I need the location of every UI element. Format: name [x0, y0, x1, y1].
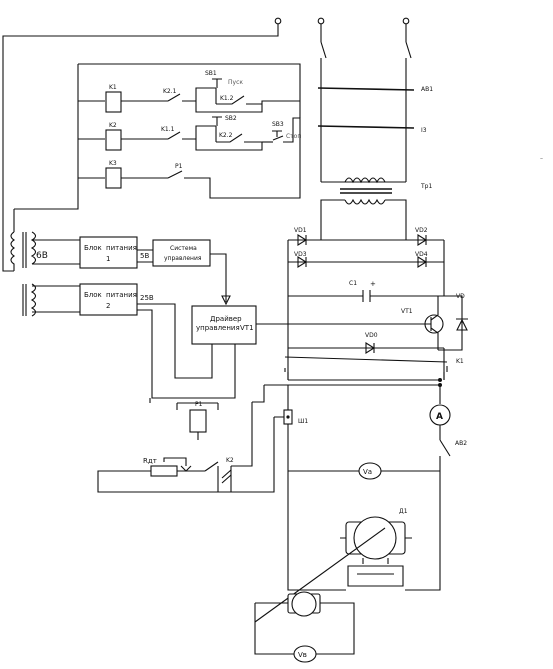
svg-text:+: +: [370, 280, 376, 288]
svg-text:управления: управления: [196, 324, 240, 332]
svg-text:K2: K2: [109, 122, 117, 129]
svg-text:K1: K1: [109, 84, 117, 91]
svg-text:2: 2: [106, 302, 111, 310]
svg-text:K1.2: K1.2: [220, 95, 234, 102]
svg-text:AB2: AB2: [455, 440, 468, 447]
svg-text:C1: C1: [349, 280, 358, 287]
svg-text:Д1: Д1: [399, 508, 408, 515]
voltmeter-va: [288, 463, 440, 479]
svg-text:Vа: Vа: [363, 468, 373, 476]
svg-text:SB3: SB3: [272, 121, 284, 128]
svg-text:K2.2: K2.2: [219, 132, 233, 139]
svg-text:SB1: SB1: [205, 70, 217, 77]
ammeter: [430, 405, 450, 425]
svg-text:питания: питания: [106, 291, 137, 299]
svg-text:P1: P1: [195, 401, 203, 408]
svg-text:6B: 6B: [36, 251, 48, 261]
relay-coil-k3: [106, 160, 121, 188]
svg-text:Блок: Блок: [84, 291, 102, 299]
svg-text:VD2: VD2: [415, 227, 428, 234]
svg-text:–: –: [540, 155, 543, 162]
svg-text:питания: питания: [106, 244, 137, 252]
svg-text:25B: 25B: [140, 294, 154, 302]
svg-text:Пуск: Пуск: [228, 79, 243, 86]
svg-text:K2.1: K2.1: [163, 88, 177, 95]
svg-text:Tp1: Tp1: [421, 183, 433, 190]
svg-text:Стоп: Стоп: [286, 133, 302, 140]
svg-text:Rдт: Rдт: [143, 457, 157, 465]
svg-text:Система: Система: [170, 245, 197, 252]
diode-vd0: [288, 332, 444, 353]
svg-text:P1: P1: [175, 163, 183, 170]
svg-text:K2: K2: [226, 457, 234, 464]
power-supply-1: [80, 237, 149, 268]
diode-bridge: [288, 227, 444, 267]
auxiliary-transformer-6v: [11, 209, 80, 271]
contact-k2-lower: [205, 402, 274, 492]
rheostat-rdt: [98, 457, 218, 492]
svg-text:K3: K3: [109, 160, 117, 167]
transistor-vt1: [256, 296, 462, 350]
auxiliary-winding-2: [23, 284, 80, 316]
control-system: [153, 240, 210, 266]
voltmeter-vb: [294, 646, 316, 662]
svg-text:SB2: SB2: [225, 115, 237, 122]
svg-text:VD1: VD1: [294, 227, 307, 234]
relay-coil-k1: [106, 84, 121, 112]
supply-terminal-right: [403, 18, 411, 82]
breaker-ab1: [318, 88, 414, 90]
switch-i3: [318, 126, 414, 128]
svg-text:VD: VD: [456, 293, 465, 300]
button-sb2: [196, 115, 262, 142]
svg-text:Vв: Vв: [298, 651, 307, 659]
contactor-k1-power: [285, 357, 464, 372]
svg-text:A: A: [436, 412, 443, 422]
svg-text:VD0: VD0: [365, 332, 378, 339]
svg-text:VT1: VT1: [240, 324, 254, 332]
svg-text:I3: I3: [421, 127, 427, 134]
svg-text:K1.1: K1.1: [161, 126, 175, 133]
svg-text:K1: K1: [456, 358, 464, 365]
supply-terminal-left: [318, 18, 326, 82]
relay-coil-k2: [106, 122, 121, 150]
svg-text:5B: 5B: [140, 252, 150, 260]
svg-text:AB1: AB1: [421, 86, 434, 93]
svg-text:VT1: VT1: [401, 308, 413, 315]
svg-text:VD3: VD3: [294, 251, 307, 258]
pusk-button-sb1: [196, 70, 262, 104]
capacitor-c1: [288, 280, 444, 302]
svg-text:Драйвер: Драйвер: [210, 315, 242, 323]
motor-d1: [346, 508, 408, 586]
supply-n-terminal: [3, 18, 281, 271]
shunt-sh1: [274, 385, 346, 590]
svg-text:Ш1: Ш1: [298, 418, 309, 425]
driver-vt1: [192, 306, 256, 344]
relay-coil-p1: [177, 401, 218, 440]
left-control-rail: [14, 64, 78, 209]
svg-text:Блок: Блок: [84, 244, 102, 252]
stop-button-sb3: [272, 118, 301, 142]
svg-text:1: 1: [106, 255, 111, 263]
svg-text:управления: управления: [164, 255, 202, 262]
svg-text:VD4: VD4: [415, 251, 428, 258]
